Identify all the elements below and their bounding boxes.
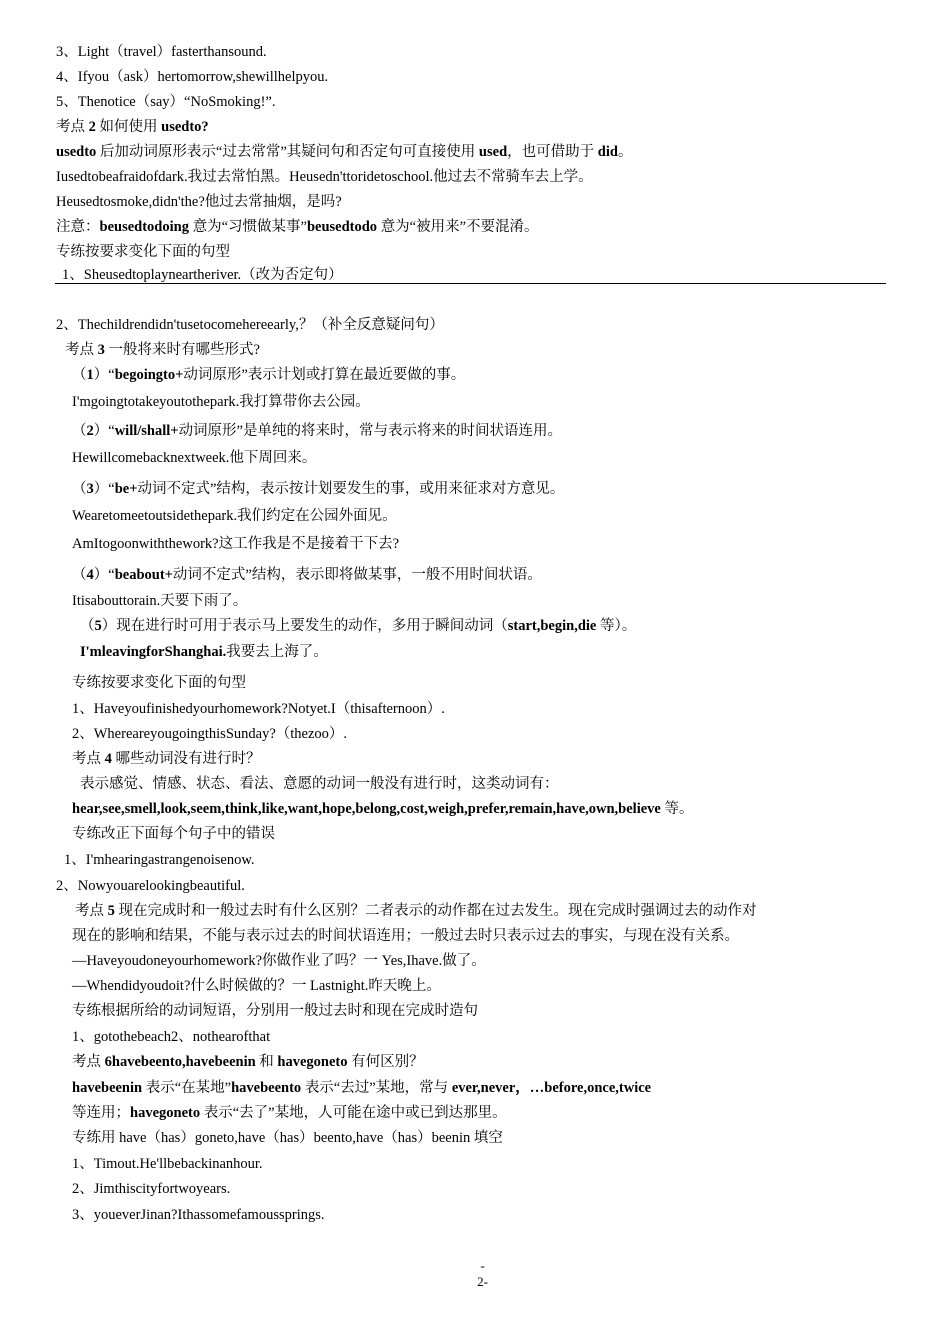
text-line — [80, 617, 636, 635]
text-line — [72, 535, 399, 553]
text: 表示“去过”某地，常与 — [301, 1080, 452, 1096]
bold-text: 2 — [88, 119, 96, 135]
text: 等）。 — [596, 618, 637, 634]
text: 动词原形”表示计划或打算在最近要做的事。 — [183, 367, 466, 383]
text-line — [65, 341, 260, 359]
text-line — [72, 800, 693, 818]
bold-text: usedto — [56, 144, 97, 160]
text: 2、Jimthiscityfortwoyears. — [72, 1181, 231, 1197]
bold-text: beusedtodoing — [99, 219, 189, 235]
bold-text: I'mleavingforShanghai. — [80, 644, 227, 660]
text: ）“ — [93, 567, 115, 583]
bold-text: did — [597, 144, 618, 160]
text: 1、gotothebeach2、nothearofthat — [72, 1029, 271, 1045]
text-line — [72, 393, 370, 411]
bold-text: beabout+ — [114, 567, 173, 583]
text-line — [72, 725, 347, 743]
text-line — [80, 643, 328, 661]
bold-text: 6havebeento,havebeenin — [104, 1054, 256, 1070]
text: 3、Light（travel）fasterthansound. — [56, 44, 267, 60]
text-line — [72, 977, 441, 995]
text: 专练改正下面每个句子中的错误 — [72, 826, 275, 842]
text: AmItogoonwiththework?这工作我是不是接着干下去? — [72, 536, 400, 552]
text-line — [56, 93, 275, 111]
text: 动词原形”是单纯的将来时，常与表示将来的时间状语连用。 — [178, 423, 562, 439]
bold-text: havebeenin — [72, 1080, 143, 1096]
text: 专练按要求变化下面的句型 — [72, 675, 246, 691]
text: —Whendidyoudoit?什么时候做的？一 Lastnight.昨天晚上。 — [72, 978, 441, 994]
text: Hewillcomebacknextweek.他下周回来。 — [72, 450, 317, 466]
text: 等。 — [660, 801, 694, 817]
text: ）“ — [93, 481, 115, 497]
bold-text: 3 — [86, 481, 94, 497]
bold-text: hear,see,smell,look,seem,think,like,want,hope,belong,cost,weigh,prefer,remain,have,own,believe — [72, 801, 661, 817]
text-line — [56, 143, 632, 161]
text-line — [56, 118, 209, 136]
text-line — [80, 775, 559, 793]
text-line — [72, 750, 261, 768]
text-line — [72, 674, 246, 692]
text: 2、WhereareyougoingthisSunday?（thezoo）. — [72, 726, 348, 742]
bold-text: will/shall+ — [114, 423, 179, 439]
text: 1、Haveyoufinishedyourhomework?Notyet.I（thisafternoon）. — [72, 701, 445, 717]
text-line — [72, 825, 275, 843]
text-line — [64, 851, 255, 869]
answer-blank-line — [55, 283, 886, 284]
text: ）“ — [93, 367, 115, 383]
text-line — [72, 1053, 424, 1071]
text: 哪些动词没有进行时？ — [111, 751, 261, 767]
text: 一般将来时有哪些形式? — [104, 342, 260, 358]
text: 2、Nowyouarelookingbeautiful. — [56, 878, 245, 894]
text: 专练按要求变化下面的句型 — [56, 244, 230, 260]
text-line — [75, 902, 757, 920]
text: （ — [72, 567, 87, 583]
text-line — [72, 449, 316, 467]
text: 1、I'mhearingastrangenoisenow. — [64, 852, 255, 868]
text: 现在完成时和一般过去时有什么区别？二者表示的动作都在过去发生。现在完成时强调过去的动作对 — [114, 903, 757, 919]
bold-text: havegoneto — [277, 1054, 348, 1070]
text: 意为“习惯做某事” — [188, 219, 307, 235]
text: 动词不定式”结构，表示即将做某事，一般不用时间状语。 — [172, 567, 542, 583]
text: Itisabouttorain.天要下雨了。 — [72, 593, 248, 609]
text: 我要去上海了。 — [226, 644, 328, 660]
bold-text: 5 — [94, 618, 102, 634]
bold-text: used — [478, 144, 508, 160]
bold-text: start,begin,die — [507, 618, 597, 634]
text: ，也可借助于 — [507, 144, 598, 160]
text: 现在的影响和结果，不能与表示过去的时间状语连用；一般过去时只表示过去的事实，与现在没有关系。 — [72, 928, 739, 944]
text: 如何使用 — [95, 119, 162, 135]
bold-text: beusedtodo — [306, 219, 378, 235]
text: 4、Ifyou（ask）hertomorrow,shewillhelpyou. — [56, 69, 329, 85]
bold-text: 5 — [107, 903, 115, 919]
text: 表示“在某地” — [142, 1080, 232, 1096]
text: （ — [72, 481, 87, 497]
text: 考点 — [72, 1054, 105, 1070]
text-line — [56, 877, 245, 895]
text: 注意： — [56, 219, 100, 235]
text: 等连用； — [72, 1105, 130, 1121]
text-line — [72, 507, 397, 525]
text-line — [72, 1155, 263, 1173]
text: （ — [72, 367, 87, 383]
text: 有何区别？ — [347, 1054, 424, 1070]
text: 专练根据所给的动词短语，分别用一般过去时和现在完成时造句 — [72, 1003, 478, 1019]
text-line — [72, 566, 542, 584]
text-line — [56, 316, 444, 334]
bold-text: 3 — [97, 342, 105, 358]
text: ）现在进行时可用于表示马上要发生的动作，多用于瞬间动词（ — [101, 618, 508, 634]
text-line — [72, 1079, 651, 1097]
text: Wearetomeetoutsidethepark.我们约定在公园外面见。 — [72, 508, 397, 524]
text-line — [56, 43, 267, 61]
text: 意为“被用来”不要混淆。 — [377, 219, 539, 235]
text: 5、Thenotice（say）“NoSmoking!”. — [56, 94, 276, 110]
text-line — [56, 243, 230, 261]
text-line — [72, 1002, 478, 1020]
bold-text: be+ — [114, 481, 138, 497]
bold-text: havebeento — [231, 1080, 302, 1096]
text: 表示“去了”某地，人可能在途中或已到达那里。 — [200, 1105, 507, 1121]
text-line — [72, 1028, 270, 1046]
text-line — [56, 68, 328, 86]
text: 考点 — [65, 342, 98, 358]
bold-text: begoingto+ — [114, 367, 184, 383]
text-line — [56, 168, 593, 186]
text-line — [62, 266, 343, 284]
bold-text: 1 — [86, 367, 94, 383]
bold-text: havegoneto — [130, 1105, 201, 1121]
text-line — [72, 1104, 507, 1122]
bold-text: 4 — [104, 751, 112, 767]
text-line — [56, 193, 342, 211]
text-line — [72, 1206, 325, 1224]
text: 2、Thechildrendidn'tusetocomehereearly,？（补全反意疑问句） — [56, 317, 444, 333]
text-line — [72, 422, 562, 440]
text-line — [72, 952, 486, 970]
text: 专练用 have（has）goneto,have（has）beento,have（has）beenin 填空 — [72, 1130, 503, 1146]
text: 1、Timout.He'llbebackinanhour. — [72, 1156, 263, 1172]
text: 1、Sheusedtoplayneartheriver.（改为否定句） — [62, 267, 343, 283]
text: Iusedtobeafraidofdark.我过去常怕黑。Heusedn'ttoridetoschool.他过去不常骑车去上学。 — [56, 169, 593, 185]
text: 考点 — [72, 751, 105, 767]
text: —Haveyoudoneyourhomework?你做作业了吗？一 Yes,Ihave.做了。 — [72, 953, 486, 969]
text: I'mgoingtotakeyoutothepark.我打算带你去公园。 — [72, 394, 370, 410]
text-line — [72, 927, 739, 945]
text: ）“ — [93, 423, 115, 439]
text-line — [72, 480, 564, 498]
text: 考点 — [56, 119, 89, 135]
text: 。 — [617, 144, 633, 160]
text: 表示感觉、情感、状态、看法、意愿的动词一般没有进行时，这类动词有： — [80, 776, 559, 792]
bold-text: ever,never，…before,once,twice — [451, 1080, 652, 1096]
text-line — [72, 1180, 230, 1198]
bold-text: 4 — [86, 567, 94, 583]
page-number: 2- — [477, 1274, 488, 1289]
text: （ — [80, 618, 95, 634]
text-line — [72, 366, 465, 384]
text-line — [56, 218, 539, 236]
text: 3、youeverJinan?Ithassomefamoussprings. — [72, 1207, 325, 1223]
page-footer-dash: - — [480, 1258, 485, 1273]
text: （ — [72, 423, 87, 439]
text-line — [72, 1129, 503, 1147]
text-line — [72, 592, 247, 610]
bold-text: usedto? — [161, 119, 209, 135]
text: Heusedtosmoke,didn'the?他过去常抽烟，是吗? — [56, 194, 342, 210]
text-line — [72, 700, 445, 718]
text: 和 — [255, 1054, 278, 1070]
text: 动词不定式”结构，表示按计划要发生的事，或用来征求对方意见。 — [137, 481, 565, 497]
text: 考点 — [75, 903, 108, 919]
text: 后加动词原形表示“过去常常”其疑问句和否定句可直接使用 — [96, 144, 479, 160]
bold-text: 2 — [86, 423, 94, 439]
